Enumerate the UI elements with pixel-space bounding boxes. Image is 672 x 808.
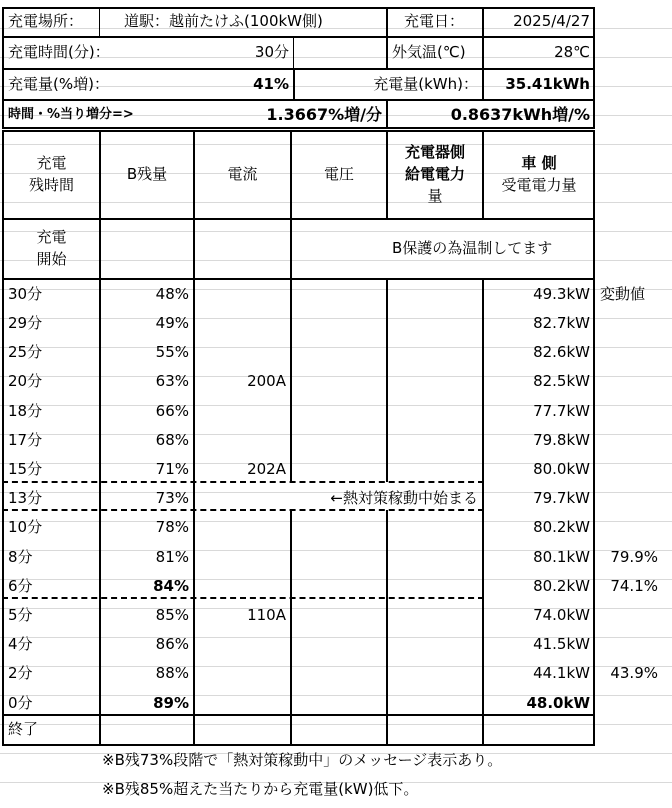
header-car-1: 車 側	[521, 154, 557, 173]
note-2: ※B残85%超えた当たりから充電量(kW)低下。	[102, 780, 419, 799]
temp-value: 28℃	[554, 43, 590, 62]
cell-voltage	[292, 660, 482, 689]
rate-kwh: 0.8637kWh増/%	[450, 104, 590, 124]
cell-time: 15分	[8, 460, 43, 479]
cell-battery: 84%	[153, 576, 189, 595]
cell-time: 20分	[8, 372, 43, 391]
cell-time: 17分	[8, 430, 43, 449]
cell-battery: 89%	[153, 693, 189, 712]
cell-voltage	[292, 397, 482, 426]
cell-car: 41.5kW	[533, 635, 590, 654]
start-label-2: 開始	[36, 250, 67, 268]
header-remaining-1: 充電	[36, 154, 67, 173]
cell-voltage	[292, 572, 482, 601]
date-label: 充電日：	[404, 12, 465, 31]
cell-voltage	[292, 280, 482, 309]
cell-current	[195, 514, 290, 543]
cell-extra	[596, 484, 670, 513]
cell-voltage: ←熱対策稼動中始まる	[330, 489, 478, 508]
cell-car: 77.7kW	[533, 401, 590, 420]
pct-label: 充電量(%増)：	[8, 74, 109, 93]
start-note: B保護の為温制してます	[392, 239, 553, 258]
cell-voltage	[292, 601, 482, 630]
cell-car: 79.8kW	[533, 430, 590, 449]
cell-time: 2分	[8, 664, 33, 683]
summary-div-e	[293, 68, 295, 99]
cell-time: 4分	[8, 635, 33, 654]
cell-battery: 88%	[155, 664, 189, 683]
cell-car: 82.5kW	[533, 372, 590, 391]
cell-car: 82.6kW	[533, 343, 590, 362]
cell-battery: 73%	[155, 489, 189, 508]
cell-current	[195, 338, 290, 367]
time-value: 30分	[254, 43, 289, 62]
cell-voltage	[292, 426, 482, 455]
header-remaining-2: 残時間	[28, 176, 74, 194]
cell-battery: 49%	[155, 314, 189, 333]
cell-current	[195, 630, 290, 659]
header-battery: B残量	[126, 165, 168, 184]
cell-extra	[596, 689, 670, 718]
kwh-value: 35.41kWh	[505, 74, 590, 93]
cell-current	[195, 280, 290, 309]
cell-time: 0分	[8, 693, 33, 712]
cell-voltage	[292, 514, 482, 543]
cell-voltage	[292, 368, 482, 397]
cell-voltage	[292, 689, 482, 718]
header-charger-2: 給電電力	[404, 165, 465, 184]
cell-battery: 48%	[155, 284, 189, 303]
pct-value: 41%	[253, 74, 289, 93]
cell-battery: 63%	[155, 372, 189, 391]
cell-extra	[596, 397, 670, 426]
cell-time: 18分	[8, 401, 43, 420]
cell-voltage	[292, 309, 482, 338]
cell-voltage	[292, 455, 482, 484]
place-value: 道駅：越前たけふ(100kW側)	[124, 12, 323, 31]
cell-car: 79.7kW	[533, 489, 590, 508]
cell-time: 5分	[8, 606, 33, 625]
cell-voltage	[292, 338, 482, 367]
rate-label: 時間・%当り増分=>	[8, 106, 134, 122]
header-charger-1: 充電器側	[404, 143, 465, 162]
cell-current	[195, 309, 290, 338]
cell-battery: 71%	[155, 460, 189, 479]
cell-current: 200A	[247, 372, 286, 391]
cell-voltage	[292, 630, 482, 659]
place-label: 充電場所：	[8, 12, 84, 31]
cell-current	[195, 484, 290, 513]
cell-car: 80.1kW	[533, 547, 590, 566]
cell-extra: 変動値	[600, 284, 646, 303]
cell-car: 80.2kW	[533, 518, 590, 537]
header-remaining	[4, 132, 99, 218]
cell-current	[195, 543, 290, 572]
cell-battery: 68%	[155, 430, 189, 449]
cell-car: 80.0kW	[533, 460, 590, 479]
note-1: ※B残73%段階で「熱対策稼動中」のメッセージ表示あり。	[102, 751, 503, 770]
cell-battery: 86%	[155, 635, 189, 654]
cell-battery: 66%	[155, 401, 189, 420]
cell-extra: 74.1%	[610, 576, 658, 595]
cell-extra	[596, 368, 670, 397]
cell-current: 202A	[247, 460, 286, 479]
header-car-2: 受電電力量	[501, 176, 577, 194]
cell-time: 13分	[8, 489, 43, 508]
cell-extra: 43.9%	[610, 664, 658, 683]
cell-extra	[596, 455, 670, 484]
cell-battery: 85%	[155, 606, 189, 625]
kwh-label: 充電量(kWh)：	[373, 74, 478, 93]
cell-battery: 81%	[155, 547, 189, 566]
cell-car: 74.0kW	[533, 606, 590, 625]
header-current: 電流	[227, 165, 258, 184]
cell-extra	[596, 309, 670, 338]
cell-car: 80.2kW	[533, 576, 590, 595]
cell-extra	[596, 601, 670, 630]
cell-current: 110A	[247, 606, 286, 625]
cell-current	[195, 660, 290, 689]
temp-label: 外気温(℃)	[392, 43, 466, 62]
cell-battery: 55%	[155, 343, 189, 362]
cell-car: 48.0kW	[526, 693, 590, 712]
cell-current	[195, 397, 290, 426]
header-charger-3: 量	[427, 186, 443, 205]
cell-time: 25分	[8, 343, 43, 362]
end-label: 終了	[8, 720, 39, 739]
cell-time: 10分	[8, 518, 43, 537]
cell-current	[195, 572, 290, 601]
cell-time: 8分	[8, 547, 33, 566]
cell-current	[195, 426, 290, 455]
cell-time: 29分	[8, 314, 43, 333]
cell-current	[195, 689, 290, 718]
start-label-1: 充電	[36, 228, 67, 247]
rate-pct: 1.3667%増/分	[266, 104, 382, 124]
cell-extra: 79.9%	[610, 547, 658, 566]
cell-car: 49.3kW	[533, 284, 590, 303]
cell-extra	[596, 514, 670, 543]
cell-time: 30分	[8, 284, 43, 303]
header-car	[484, 132, 594, 218]
time-label: 充電時間(分)：	[8, 43, 110, 62]
header-charger	[388, 132, 482, 218]
start-label	[4, 220, 99, 278]
cell-extra	[596, 338, 670, 367]
cell-car: 44.1kW	[533, 664, 590, 683]
cell-car: 82.7kW	[533, 314, 590, 333]
header-voltage: 電圧	[323, 165, 354, 184]
cell-voltage	[292, 543, 482, 572]
cell-time: 6分	[8, 576, 33, 595]
date-value: 2025/4/27	[513, 12, 590, 31]
cell-extra	[596, 426, 670, 455]
summary-div-b	[293, 36, 294, 68]
cell-battery: 78%	[155, 518, 189, 537]
cell-extra	[596, 630, 670, 659]
